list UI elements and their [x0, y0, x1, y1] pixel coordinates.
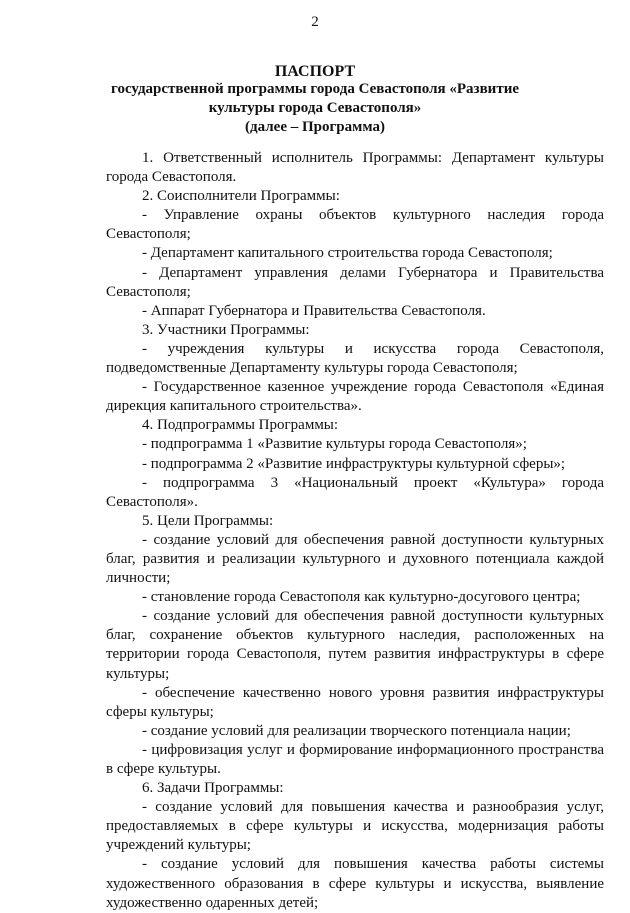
paragraph-co-executors-heading: 2. Соисполнители Программы: — [142, 188, 340, 205]
paragraph-goals-heading: 5. Цели Программы: — [142, 512, 274, 529]
subtitle-line-2: культуры города Севастополя» — [208, 100, 422, 116]
paragraph-subprograms-heading: 4. Подпрограммы Программы: — [142, 417, 339, 434]
paragraph-subprogram: - подпрограмма 2 «Развитие инфраструктуры культурной сферы»; — [142, 455, 566, 472]
paragraph-co-executor: - Департамент управления делами Губернатора и Правительства Севастополя; — [106, 264, 604, 300]
paragraph-responsible-executor: 1. Ответственный исполнитель Программы: Департамент культуры города Севастополя. — [106, 150, 604, 186]
document-subtitle — [100, 80, 530, 137]
paragraph-task: - создание условий для повышения качества и разнообразия услуг, предоставляемых в сфере культуры и искусства, модернизация работы учреждений культуры; — [106, 799, 604, 854]
document-title: ПАСПОРТ — [274, 63, 356, 80]
paragraph-co-executor: - Аппарат Губернатора и Правительства Севастополя. — [142, 302, 486, 319]
paragraph-participant: - Государственное казенное учреждение города Севастополя «Единая дирекция капитального строительства». — [106, 379, 604, 415]
paragraph-task: - создание условий для повышения качества работы системы художественного образования в сфере культуры и искусства, выявление художественно одаренных детей; — [106, 856, 604, 911]
subtitle-line-1: государственной программы города Севастополя «Развитие — [111, 81, 519, 97]
paragraph-subprogram: - подпрограмма 1 «Развитие культуры города Севастополя»; — [142, 436, 527, 453]
paragraph-participant: - учреждения культуры и искусства города Севастополя, подведомственные Департаменту культуры города Севастополя; — [106, 340, 604, 377]
paragraph-goal: - создание условий для реализации творческого потенциала нации; — [142, 722, 571, 739]
paragraph-co-executor: - Департамент капитального строительства города Севастополя; — [142, 245, 553, 262]
paragraph-tasks-heading: 6. Задачи Программы: — [142, 780, 284, 797]
paragraph-goal: - создание условий для обеспечения равной доступности культурных благ, сохранение объектов культурного наследия, расположенных на территории города Севастополя, путем развития инфраструктуры в сфере культуры; — [106, 608, 604, 682]
paragraph-goal: - создание условий для обеспечения равной доступности культурных благ, развития и реализации культурного и духовного потенциала каждой личности; — [106, 531, 604, 587]
page-number: 2 — [311, 14, 319, 30]
document-body — [106, 149, 604, 913]
paragraph-goal: - обеспечение качественно нового уровня развития инфраструктуры сферы культуры; — [106, 684, 604, 720]
paragraph-goal: - цифровизация услуг и формирование информационного пространства в сфере культуры. — [106, 741, 604, 777]
paragraph-goal: - становление города Севастополя как культурно-досугового центра; — [142, 589, 581, 606]
subtitle-line-3: (далее – Программа) — [245, 119, 385, 135]
paragraph-co-executor: - Управление охраны объектов культурного наследия города Севастополя; — [106, 207, 604, 243]
paragraph-participants-heading: 3. Участники Программы: — [142, 321, 310, 338]
paragraph-subprogram: - подпрограмма 3 «Национальный проект «Культура» города Севастополя». — [106, 474, 604, 510]
